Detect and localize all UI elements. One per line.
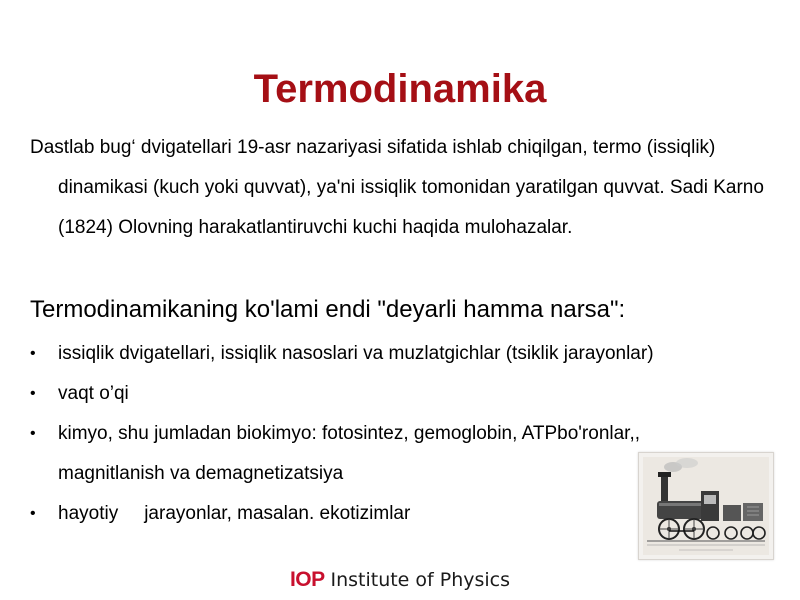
list-item bbox=[30, 334, 770, 374]
scope-heading: Termodinamikaning ko'lami endi "deyarli hamma narsa": bbox=[30, 296, 626, 323]
list-item-text: issiqlik dvigatellari, issiqlik nasoslari va muzlatgichlar (tsiklik jarayonlar) bbox=[58, 343, 654, 364]
list-item-text: vaqt o’qi bbox=[58, 383, 129, 404]
steam-locomotive-icon bbox=[639, 453, 773, 559]
slide-title: Termodinamika bbox=[253, 67, 547, 111]
bullet-glyph: • bbox=[30, 345, 36, 362]
bullet-glyph: • bbox=[30, 385, 36, 402]
bullet-glyph: • bbox=[30, 505, 36, 522]
steam-locomotive-image bbox=[638, 452, 774, 560]
list-item-text: kimyo, shu jumladan biokimyo: fotosintez, gemoglobin, ATPbo'ronlar,, magnitlanish va demagnetizatsiya bbox=[58, 423, 641, 484]
iop-logo bbox=[0, 566, 800, 594]
bullet-glyph: • bbox=[30, 425, 36, 442]
iop-logo-mark: IOP bbox=[289, 568, 325, 591]
list-item-text-a: hayotiy bbox=[58, 503, 119, 524]
list-item-text-b: jarayonlar, masalan. ekotizimlar bbox=[144, 503, 411, 524]
intro-paragraph: Dastlab bug‘ dvigatellari 19-asr nazariyasi sifatida ishlab chiqilgan, termo (issiqlik) dinamikasi (kuch yoki quvvat), ya'ni issiqlik tomonidan yaratilgan quvvat. Sadi Karno (1824) Olovning harakatlantiruvchi kuchi haqida mulohazalar. bbox=[30, 137, 764, 238]
iop-logo-name: Institute of Physics bbox=[330, 569, 511, 591]
list-item bbox=[30, 374, 770, 414]
